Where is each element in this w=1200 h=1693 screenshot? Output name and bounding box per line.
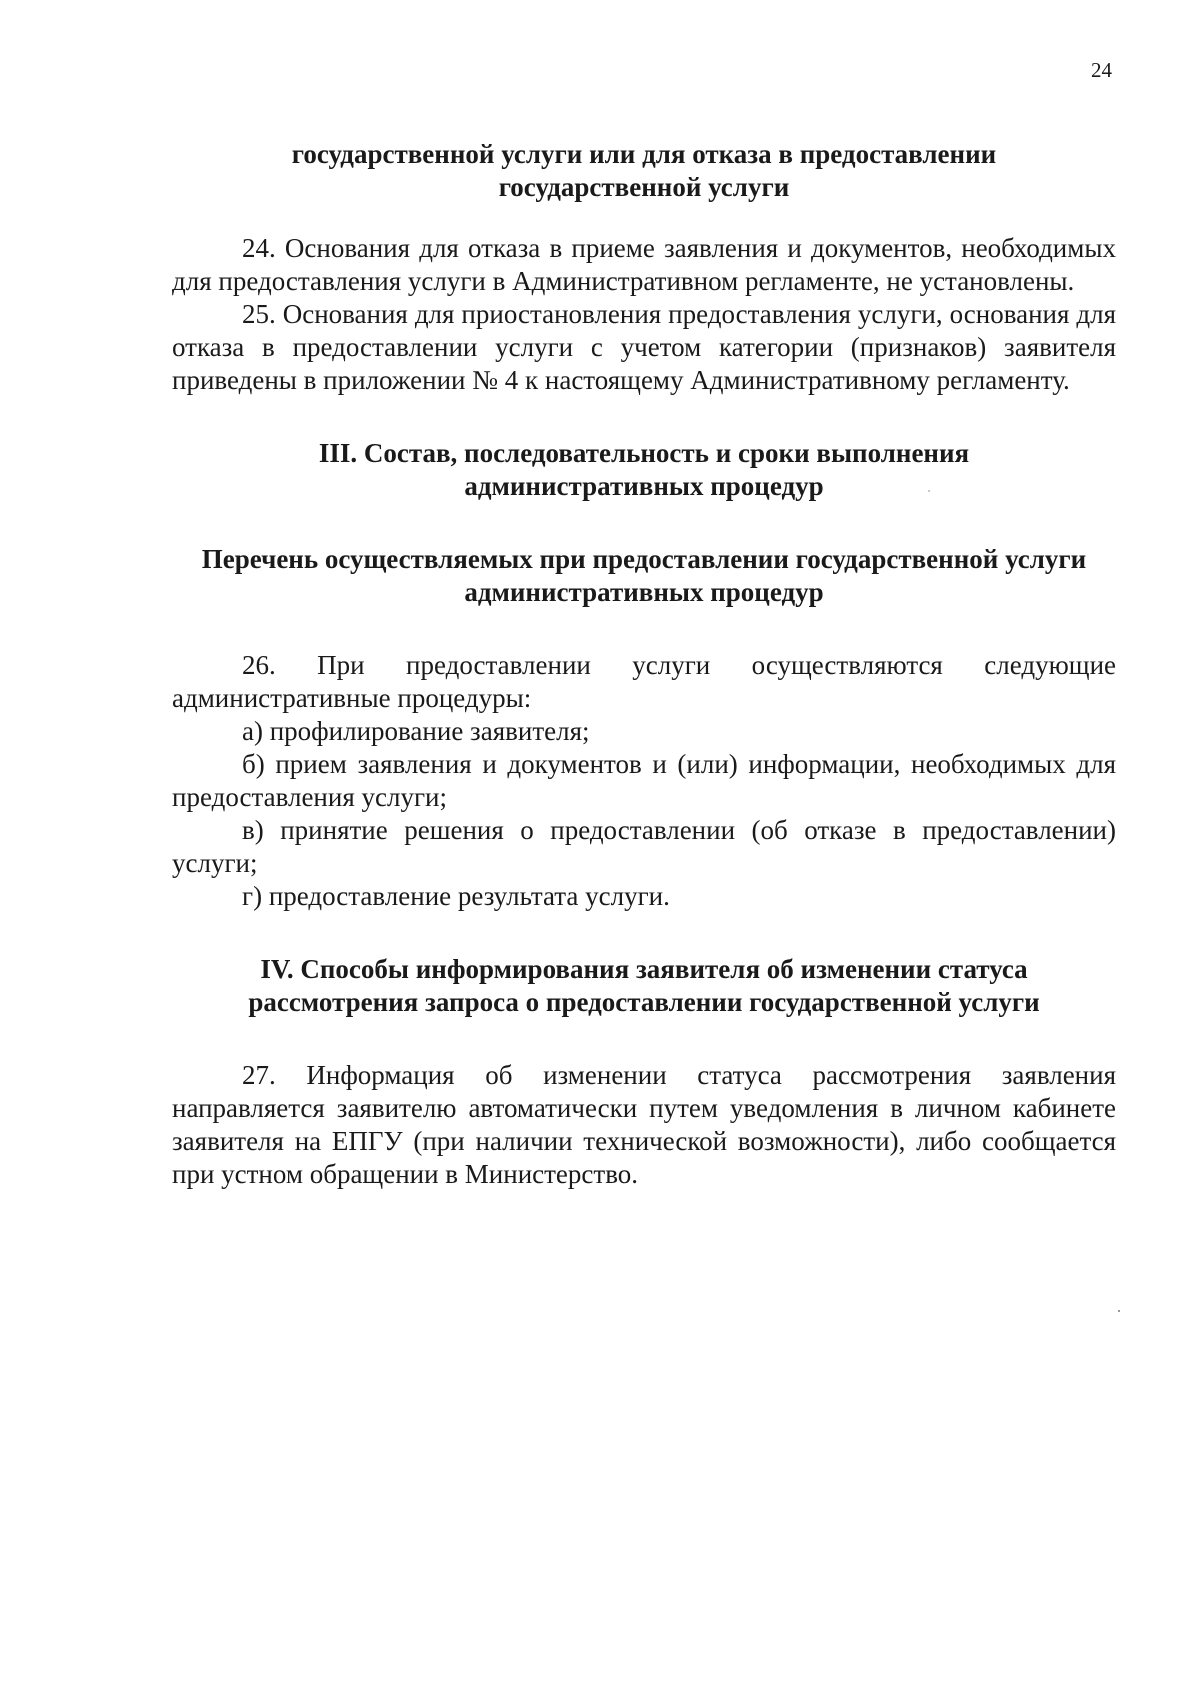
procedures-list-heading	[172, 543, 1116, 609]
scan-speck	[1118, 1310, 1120, 1312]
heading-refusal-line2: государственной услуги	[498, 172, 790, 202]
procedure-item-g: г) предоставление результата услуги.	[242, 881, 670, 911]
paragraph-24: 24. Основания для отказа в приеме заявления и документов, необходимых для предоставления услуги в Административном регламенте, не установлены.	[172, 233, 1116, 296]
section-3-heading-line1: III. Состав, последовательность и сроки выполнения	[318, 438, 970, 468]
section-4-heading	[172, 953, 1116, 1019]
procedure-item-a: а) профилирование заявителя;	[242, 716, 590, 746]
procedures-list-heading-line1: Перечень осуществляемых при предоставлении государственной услуги	[201, 544, 1087, 574]
procedure-item-v: в) принятие решения о предоставлении (об отказе в предоставлении) услуги;	[172, 815, 1116, 878]
section-4-heading-line1: IV. Способы информирования заявителя об изменении статуса	[260, 954, 1028, 984]
paragraph-27: 27. Информация об изменении статуса рассмотрения заявления направляется заявителю автоматически путем уведомления в личном кабинете заявителя на ЕПГУ (при наличии технической возможности), либо сообщается при устном обращении в Министерство.	[172, 1060, 1116, 1189]
heading-refusal-line1: государственной услуги или для отказа в предоставлении	[291, 139, 997, 169]
paragraph-25: 25. Основания для приостановления предоставления услуги, основания для отказа в предоставлении услуги с учетом категории (признаков) заявителя приведены в приложении № 4 к настоящему Административному регламенту.	[172, 299, 1116, 395]
document-body	[172, 138, 1116, 1191]
page-number: 24	[1091, 58, 1112, 82]
paragraph-26: 26. При предоставлении услуги осуществляются следующие административные процедуры:	[172, 650, 1116, 713]
section-3-heading	[172, 437, 1116, 503]
section-4-heading-line2: рассмотрения запроса о предоставлении государственной услуги	[248, 987, 1040, 1017]
heading-refusal	[172, 138, 1116, 204]
section-3-heading-line2: административных процедур	[464, 471, 824, 501]
procedure-item-b: б) прием заявления и документов и (или) информации, необходимых для предоставления услуги;	[172, 749, 1116, 812]
procedures-list-heading-line2: административных процедур	[464, 577, 824, 607]
scan-speck	[928, 490, 930, 492]
